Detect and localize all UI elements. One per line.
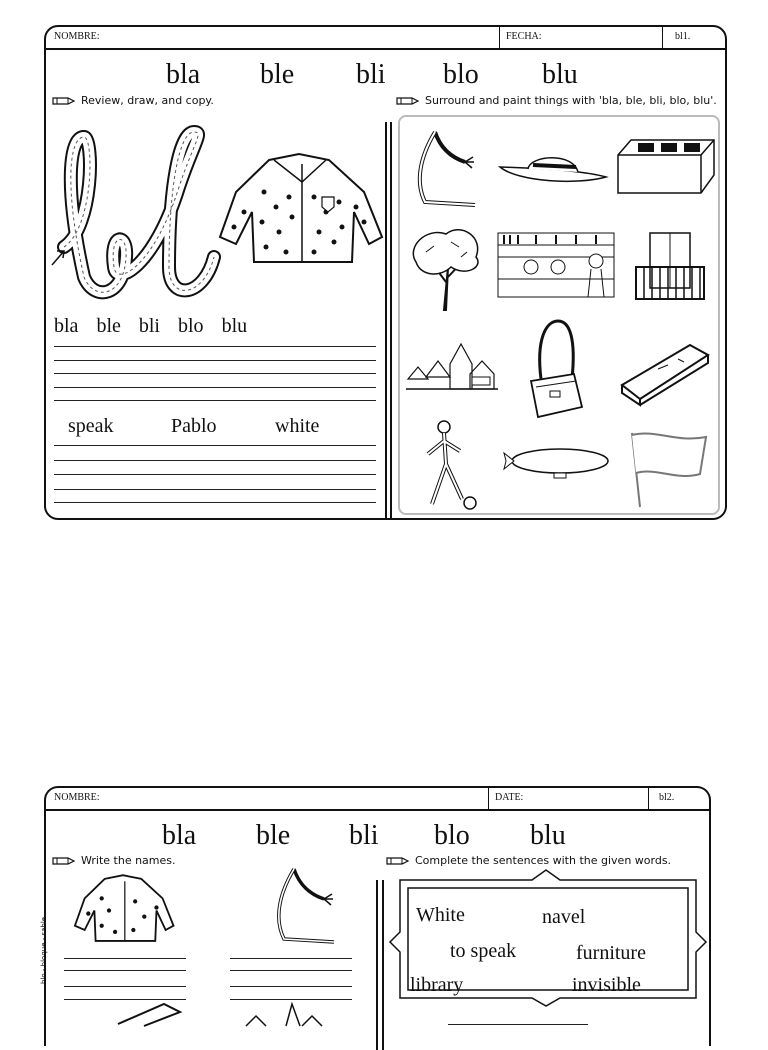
cable-image [256, 864, 352, 944]
sentence-blank[interactable] [448, 1024, 588, 1025]
pencil-icon [52, 95, 76, 107]
cursive-bl-trace [54, 127, 214, 307]
worksheet-header [46, 27, 725, 50]
tree-image[interactable] [406, 222, 486, 312]
writing-line[interactable] [54, 445, 376, 446]
worksheet-bl1 [44, 25, 727, 520]
pencil-icon [386, 855, 410, 867]
bag-image[interactable] [526, 319, 586, 419]
name-field[interactable]: NOMBRE: [54, 31, 100, 42]
hat-image[interactable] [498, 147, 608, 187]
player-image[interactable] [420, 419, 480, 511]
instruction-review [52, 94, 214, 107]
syllable-bla: bla [162, 820, 197, 851]
copy-word-speak: speak [68, 415, 114, 437]
writing-line[interactable] [230, 986, 352, 987]
pencil-icon [396, 95, 420, 107]
copy-word-pablo: Pablo [171, 415, 217, 437]
column-divider [390, 122, 392, 518]
balcony-image[interactable] [632, 227, 708, 303]
board-image[interactable] [618, 337, 710, 407]
copy-syllable: blu [221, 315, 248, 337]
writing-line[interactable] [54, 360, 376, 361]
column-divider [385, 122, 387, 518]
side-caption: blo - bloque - sable [40, 916, 48, 984]
instruction-text: Surround and paint things with 'bla, ble, bli, blo, blu'. [425, 94, 717, 107]
copy-syllable: bli [138, 315, 160, 337]
copy-syllable-row [54, 315, 247, 338]
picture-panel [398, 115, 720, 515]
word-bank [396, 876, 700, 1002]
copy-syllable: bla [54, 315, 79, 337]
writing-line[interactable] [54, 346, 376, 347]
instruction-complete [386, 854, 671, 867]
jacket-image [214, 152, 384, 267]
word-to-speak: to speak [450, 940, 517, 962]
word-invisible: invisible [572, 974, 641, 996]
name-field[interactable]: NOMBRE: [54, 792, 100, 803]
sheet-code: bl1. [662, 27, 726, 48]
instruction-surround [396, 94, 717, 107]
writing-line[interactable] [64, 958, 186, 959]
date-field[interactable]: DATE: [488, 788, 648, 809]
writing-line[interactable] [230, 970, 352, 971]
village-image[interactable] [406, 339, 498, 399]
writing-line[interactable] [64, 986, 186, 987]
blimp-image[interactable] [502, 445, 612, 487]
writing-line[interactable] [54, 373, 376, 374]
worksheet-bl2 [40, 786, 711, 1046]
syllable-blu: blu [542, 59, 578, 90]
word-furniture: furniture [576, 942, 646, 964]
word-white: White [416, 904, 465, 926]
writing-line[interactable] [64, 999, 186, 1000]
worksheet-header [46, 788, 709, 811]
date-field[interactable]: FECHA: [499, 27, 662, 48]
syllable-ble: ble [256, 820, 291, 851]
column-divider [376, 880, 378, 1050]
column-divider [382, 880, 384, 1050]
writing-line[interactable] [54, 400, 376, 401]
jacket-image [68, 874, 178, 944]
instruction-text: Write the names. [81, 854, 176, 867]
syllable-bla: bla [166, 59, 201, 90]
writing-line[interactable] [230, 958, 352, 959]
writing-line[interactable] [54, 474, 376, 475]
syllable-blo: blo [443, 59, 479, 90]
copy-syllable: ble [96, 315, 121, 337]
instruction-text: Complete the sentences with the given words. [415, 854, 672, 867]
syllable-blu: blu [530, 820, 566, 851]
syllable-ble: ble [260, 59, 295, 90]
copy-syllable: blo [178, 315, 204, 337]
word-library: library [410, 974, 464, 996]
library-image[interactable] [496, 229, 616, 301]
village-image [242, 1002, 326, 1026]
pencil-icon [52, 855, 76, 867]
syllable-blo: blo [434, 820, 470, 851]
syllable-bli: bli [349, 820, 379, 851]
copy-word-white: white [275, 415, 320, 437]
writing-line[interactable] [230, 999, 352, 1000]
writing-line[interactable] [54, 387, 376, 388]
cable-image[interactable] [410, 127, 480, 207]
writing-line[interactable] [64, 970, 186, 971]
sheet-code: bl2. [648, 788, 710, 809]
instruction-write-names [52, 854, 176, 867]
flag-image[interactable] [626, 429, 710, 509]
syllable-bli: bli [356, 59, 386, 90]
cinder-block-image[interactable] [616, 135, 716, 197]
writing-line[interactable] [54, 460, 376, 461]
writing-line[interactable] [54, 489, 376, 490]
writing-line[interactable] [54, 502, 376, 503]
word-navel: navel [542, 906, 586, 928]
instruction-text: Review, draw, and copy. [81, 94, 214, 107]
board-image [114, 1002, 184, 1026]
